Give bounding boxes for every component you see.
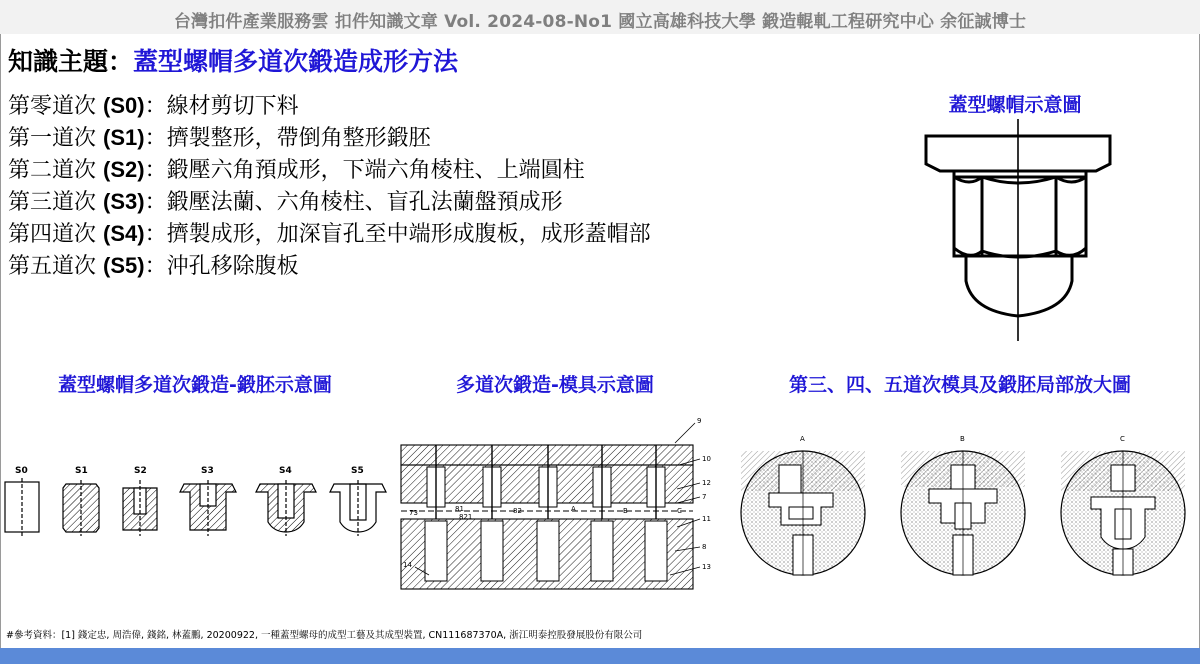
step-item [8, 186, 651, 218]
die-label: 9 [697, 417, 702, 425]
blank-label: S0 [15, 466, 28, 476]
detail-views-drawing [740, 435, 1200, 585]
step-code: (S3) [103, 189, 145, 214]
step-item [8, 250, 651, 282]
step-code: (S1) [103, 125, 145, 150]
step-desc: ：擠製整形，帶倒角整形鍛胚 [144, 126, 431, 151]
step-item [8, 122, 651, 154]
reference-note: #參考資料：[1] 錢定忠, 周浩偉, 錢銘, 林蓋鵬, 20200922, 一種蓋型螺母的成型工藝及其成型裝置, CN111687370A, 浙江明泰控股發展股份有限公司 [6, 630, 643, 641]
die-label: 13 [702, 563, 711, 571]
step-item [8, 90, 651, 122]
detail-schematic-caption: 第三、四、五道次模具及鍛胚局部放大圖 [788, 374, 1131, 396]
die-label: 7 [702, 493, 707, 501]
detail-label: C [1120, 435, 1125, 443]
blank-label: S2 [134, 466, 147, 476]
blank-label: S4 [279, 466, 292, 476]
step-prefix: 第二道次 [8, 158, 97, 183]
step-item [8, 218, 651, 250]
blank-schematic-caption: 蓋型螺帽多道次鍛造-鍛胚示意圖 [58, 374, 332, 396]
step-code: (S2) [103, 157, 145, 182]
step-code: (S5) [103, 253, 145, 278]
step-prefix: 第一道次 [8, 126, 97, 151]
header-title: 台灣扣件產業服務雲 扣件知識文章 Vol. 2024-08-No1 國立高雄科技大學 鍛造輥軋工程研究中心 余征誠博士 [173, 12, 1027, 32]
die-label: C [677, 507, 682, 515]
die-schematic-caption: 多道次鍛造-模具示意圖 [456, 374, 654, 396]
die-label: 82 [513, 507, 522, 515]
step-code: (S0) [103, 93, 145, 118]
detail-label: B [960, 435, 965, 443]
cap-nut-drawing [910, 115, 1130, 345]
topic-label: 知識主題： [8, 47, 134, 76]
die-label: 14 [403, 561, 412, 569]
step-prefix: 第四道次 [8, 222, 97, 247]
die-label: 11 [702, 515, 711, 523]
die-label: A [571, 505, 576, 513]
step-desc: ：線材剪切下料 [144, 94, 299, 119]
topic-title: 蓋型螺帽多道次鍛造成形方法 [133, 47, 459, 76]
bottom-bar [0, 648, 1200, 664]
blank-series-drawing [0, 462, 395, 542]
detail-label: A [800, 435, 805, 443]
topic-heading [8, 42, 458, 78]
step-prefix: 第三道次 [8, 190, 97, 215]
step-code: (S4) [103, 221, 145, 246]
blank-label: S3 [201, 466, 214, 476]
header-bar [0, 0, 1200, 34]
die-label: B [623, 507, 628, 515]
die-assembly-drawing [395, 415, 725, 600]
step-prefix: 第零道次 [8, 94, 97, 119]
blank-label: S5 [351, 466, 364, 476]
die-label: 10 [702, 455, 711, 463]
die-label: 12 [702, 479, 711, 487]
step-desc: ：擠製成形，加深盲孔至中端形成腹板，成形蓋帽部 [144, 222, 651, 247]
step-desc: ：鍛壓六角預成形，下端六角棱柱、上端圓柱 [144, 158, 585, 183]
step-desc: ：鍛壓法蘭、六角棱柱、盲孔法蘭盤預成形 [144, 190, 563, 215]
die-label: 73 [409, 509, 418, 517]
die-label: 81 [455, 505, 464, 513]
nut-schematic-caption: 蓋型螺帽示意圖 [948, 94, 1082, 116]
step-list [8, 90, 651, 282]
die-label: 821 [459, 513, 473, 521]
die-label: 8 [702, 543, 707, 551]
step-prefix: 第五道次 [8, 254, 97, 279]
step-item [8, 154, 651, 186]
step-desc: ：沖孔移除腹板 [144, 254, 299, 279]
blank-label: S1 [75, 466, 88, 476]
